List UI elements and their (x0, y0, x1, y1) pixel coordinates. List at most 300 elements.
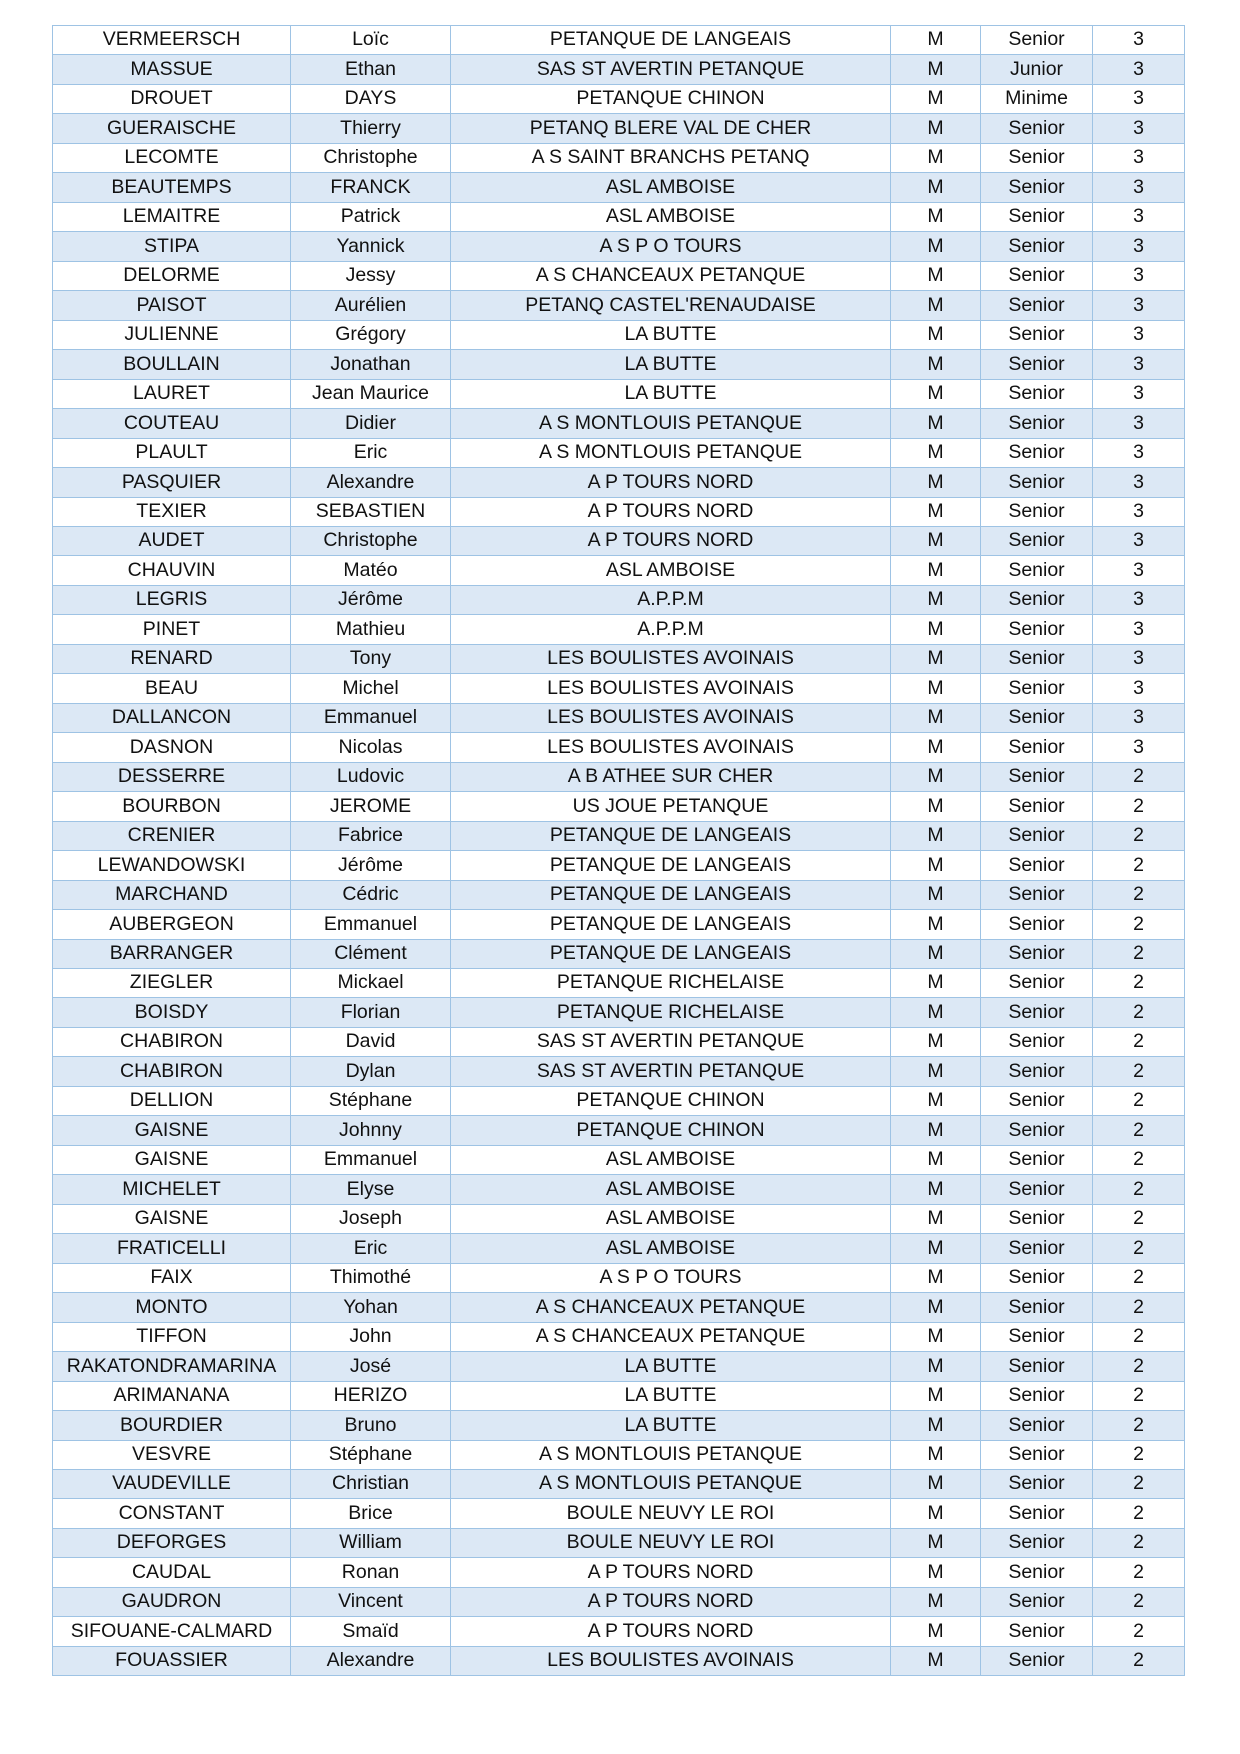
cell-first-name: David (291, 1027, 451, 1056)
cell-first-name: Yannick (291, 232, 451, 261)
cell-points: 3 (1093, 733, 1185, 762)
cell-club: PETANQ BLERE VAL DE CHER (451, 114, 891, 143)
cell-club: PETANQ CASTEL'RENAUDAISE (451, 291, 891, 320)
cell-last-name: GAUDRON (53, 1587, 291, 1616)
cell-category: Senior (981, 1145, 1093, 1174)
cell-club: ASL AMBOISE (451, 202, 891, 231)
cell-category: Senior (981, 1086, 1093, 1115)
cell-sex: M (891, 114, 981, 143)
cell-points: 3 (1093, 556, 1185, 585)
cell-last-name: BEAU (53, 674, 291, 703)
cell-sex: M (891, 880, 981, 909)
cell-points: 3 (1093, 644, 1185, 673)
cell-category: Senior (981, 1293, 1093, 1322)
cell-last-name: MARCHAND (53, 880, 291, 909)
cell-first-name: Aurélien (291, 291, 451, 320)
cell-last-name: MASSUE (53, 55, 291, 84)
cell-club: PETANQUE CHINON (451, 84, 891, 113)
cell-last-name: MONTO (53, 1293, 291, 1322)
cell-last-name: CAUDAL (53, 1558, 291, 1587)
cell-first-name: Mickael (291, 969, 451, 998)
table-row (53, 1381, 1185, 1410)
cell-first-name: John (291, 1322, 451, 1351)
table-row (53, 232, 1185, 261)
cell-first-name: Jérôme (291, 851, 451, 880)
table-row (53, 438, 1185, 467)
cell-points: 2 (1093, 1646, 1185, 1675)
table-row (53, 1322, 1185, 1351)
cell-club: PETANQUE CHINON (451, 1086, 891, 1115)
cell-club: PETANQUE DE LANGEAIS (451, 880, 891, 909)
cell-last-name: VESVRE (53, 1440, 291, 1469)
player-ranking-table (52, 25, 1185, 1676)
table-row (53, 379, 1185, 408)
cell-club: A P TOURS NORD (451, 497, 891, 526)
cell-category: Senior (981, 232, 1093, 261)
cell-club: PETANQUE DE LANGEAIS (451, 939, 891, 968)
cell-points: 3 (1093, 674, 1185, 703)
table-row (53, 409, 1185, 438)
cell-last-name: AUBERGEON (53, 910, 291, 939)
cell-category: Senior (981, 1116, 1093, 1145)
cell-first-name: Smaïd (291, 1617, 451, 1646)
cell-club: ASL AMBOISE (451, 1234, 891, 1263)
cell-sex: M (891, 762, 981, 791)
cell-first-name: Brice (291, 1499, 451, 1528)
cell-last-name: BOURDIER (53, 1411, 291, 1440)
cell-category: Senior (981, 939, 1093, 968)
cell-points: 3 (1093, 84, 1185, 113)
cell-sex: M (891, 1263, 981, 1292)
cell-points: 2 (1093, 1528, 1185, 1557)
cell-sex: M (891, 1086, 981, 1115)
table-row (53, 644, 1185, 673)
cell-last-name: GAISNE (53, 1145, 291, 1174)
cell-category: Senior (981, 409, 1093, 438)
table-body (53, 26, 1185, 1676)
table-row (53, 821, 1185, 850)
table-row (53, 468, 1185, 497)
cell-sex: M (891, 1381, 981, 1410)
cell-club: A S CHANCEAUX PETANQUE (451, 1293, 891, 1322)
cell-points: 2 (1093, 1381, 1185, 1410)
cell-points: 2 (1093, 1145, 1185, 1174)
cell-last-name: STIPA (53, 232, 291, 261)
cell-last-name: CRENIER (53, 821, 291, 850)
cell-club: LES BOULISTES AVOINAIS (451, 733, 891, 762)
cell-points: 3 (1093, 26, 1185, 55)
cell-first-name: Yohan (291, 1293, 451, 1322)
cell-points: 2 (1093, 1499, 1185, 1528)
cell-club: A.P.P.M (451, 585, 891, 614)
cell-points: 3 (1093, 143, 1185, 172)
cell-category: Senior (981, 674, 1093, 703)
cell-sex: M (891, 1528, 981, 1557)
cell-points: 3 (1093, 202, 1185, 231)
cell-last-name: LECOMTE (53, 143, 291, 172)
cell-first-name: Tony (291, 644, 451, 673)
cell-sex: M (891, 350, 981, 379)
cell-first-name: Eric (291, 438, 451, 467)
cell-points: 3 (1093, 261, 1185, 290)
cell-category: Senior (981, 556, 1093, 585)
cell-points: 3 (1093, 291, 1185, 320)
cell-category: Senior (981, 320, 1093, 349)
cell-category: Senior (981, 497, 1093, 526)
cell-first-name: Fabrice (291, 821, 451, 850)
cell-sex: M (891, 173, 981, 202)
cell-points: 2 (1093, 1027, 1185, 1056)
cell-last-name: VAUDEVILLE (53, 1469, 291, 1498)
cell-points: 2 (1093, 1263, 1185, 1292)
cell-sex: M (891, 1234, 981, 1263)
cell-category: Senior (981, 792, 1093, 821)
cell-points: 2 (1093, 1086, 1185, 1115)
cell-sex: M (891, 1145, 981, 1174)
cell-club: PETANQUE RICHELAISE (451, 969, 891, 998)
table-row (53, 969, 1185, 998)
cell-points: 3 (1093, 585, 1185, 614)
cell-first-name: Nicolas (291, 733, 451, 762)
cell-category: Senior (981, 969, 1093, 998)
cell-last-name: PINET (53, 615, 291, 644)
cell-category: Senior (981, 526, 1093, 555)
cell-last-name: FRATICELLI (53, 1234, 291, 1263)
cell-points: 2 (1093, 1175, 1185, 1204)
cell-first-name: Johnny (291, 1116, 451, 1145)
cell-points: 2 (1093, 1440, 1185, 1469)
cell-category: Senior (981, 1587, 1093, 1616)
cell-category: Senior (981, 1469, 1093, 1498)
cell-club: A S SAINT BRANCHS PETANQ (451, 143, 891, 172)
cell-first-name: Vincent (291, 1587, 451, 1616)
cell-points: 2 (1093, 851, 1185, 880)
cell-category: Senior (981, 1381, 1093, 1410)
cell-first-name: Jean Maurice (291, 379, 451, 408)
cell-sex: M (891, 84, 981, 113)
cell-club: A P TOURS NORD (451, 1587, 891, 1616)
cell-sex: M (891, 1558, 981, 1587)
cell-club: LES BOULISTES AVOINAIS (451, 644, 891, 673)
cell-category: Senior (981, 114, 1093, 143)
cell-first-name: Matéo (291, 556, 451, 585)
cell-sex: M (891, 409, 981, 438)
cell-category: Senior (981, 851, 1093, 880)
table-row (53, 762, 1185, 791)
cell-last-name: ZIEGLER (53, 969, 291, 998)
table-row (53, 851, 1185, 880)
cell-category: Senior (981, 468, 1093, 497)
table-row (53, 143, 1185, 172)
cell-sex: M (891, 969, 981, 998)
cell-sex: M (891, 615, 981, 644)
cell-last-name: PAISOT (53, 291, 291, 320)
cell-category: Senior (981, 703, 1093, 732)
cell-last-name: COUTEAU (53, 409, 291, 438)
cell-sex: M (891, 497, 981, 526)
cell-points: 3 (1093, 409, 1185, 438)
cell-first-name: Alexandre (291, 468, 451, 497)
cell-last-name: DESSERRE (53, 762, 291, 791)
cell-first-name: Emmanuel (291, 1145, 451, 1174)
cell-first-name: Emmanuel (291, 910, 451, 939)
table-row (53, 998, 1185, 1027)
table-row (53, 1116, 1185, 1145)
cell-club: LA BUTTE (451, 350, 891, 379)
cell-sex: M (891, 468, 981, 497)
cell-club: SAS ST AVERTIN PETANQUE (451, 1057, 891, 1086)
cell-club: ASL AMBOISE (451, 1204, 891, 1233)
cell-first-name: Christian (291, 1469, 451, 1498)
cell-category: Senior (981, 1204, 1093, 1233)
cell-sex: M (891, 1293, 981, 1322)
cell-category: Senior (981, 261, 1093, 290)
table-row (53, 1293, 1185, 1322)
cell-category: Senior (981, 644, 1093, 673)
cell-sex: M (891, 792, 981, 821)
table-row (53, 291, 1185, 320)
cell-first-name: Jérôme (291, 585, 451, 614)
cell-category: Senior (981, 1440, 1093, 1469)
cell-first-name: Grégory (291, 320, 451, 349)
cell-points: 2 (1093, 1204, 1185, 1233)
cell-category: Senior (981, 173, 1093, 202)
cell-sex: M (891, 644, 981, 673)
cell-first-name: JEROME (291, 792, 451, 821)
cell-first-name: Didier (291, 409, 451, 438)
table-row (53, 1499, 1185, 1528)
cell-category: Senior (981, 1352, 1093, 1381)
cell-sex: M (891, 1057, 981, 1086)
cell-points: 2 (1093, 1352, 1185, 1381)
cell-last-name: RENARD (53, 644, 291, 673)
cell-club: A S CHANCEAUX PETANQUE (451, 261, 891, 290)
cell-first-name: Emmanuel (291, 703, 451, 732)
table-row (53, 526, 1185, 555)
cell-sex: M (891, 585, 981, 614)
cell-category: Senior (981, 615, 1093, 644)
cell-first-name: Bruno (291, 1411, 451, 1440)
cell-points: 2 (1093, 1469, 1185, 1498)
cell-club: ASL AMBOISE (451, 556, 891, 585)
cell-points: 3 (1093, 114, 1185, 143)
cell-club: ASL AMBOISE (451, 1175, 891, 1204)
cell-club: LA BUTTE (451, 1352, 891, 1381)
cell-category: Senior (981, 379, 1093, 408)
cell-first-name: SEBASTIEN (291, 497, 451, 526)
cell-first-name: Loïc (291, 26, 451, 55)
cell-points: 3 (1093, 379, 1185, 408)
cell-first-name: Michel (291, 674, 451, 703)
cell-sex: M (891, 438, 981, 467)
table-row (53, 1204, 1185, 1233)
cell-sex: M (891, 733, 981, 762)
cell-points: 3 (1093, 703, 1185, 732)
cell-first-name: Patrick (291, 202, 451, 231)
cell-sex: M (891, 1352, 981, 1381)
cell-club: BOULE NEUVY LE ROI (451, 1499, 891, 1528)
cell-club: LES BOULISTES AVOINAIS (451, 703, 891, 732)
table-row (53, 1057, 1185, 1086)
cell-sex: M (891, 526, 981, 555)
cell-last-name: BARRANGER (53, 939, 291, 968)
cell-points: 3 (1093, 497, 1185, 526)
cell-category: Senior (981, 1558, 1093, 1587)
cell-last-name: CONSTANT (53, 1499, 291, 1528)
cell-sex: M (891, 1499, 981, 1528)
cell-club: PETANQUE DE LANGEAIS (451, 821, 891, 850)
cell-first-name: FRANCK (291, 173, 451, 202)
cell-points: 2 (1093, 1587, 1185, 1616)
cell-first-name: Christophe (291, 143, 451, 172)
cell-sex: M (891, 821, 981, 850)
cell-last-name: VERMEERSCH (53, 26, 291, 55)
cell-club: SAS ST AVERTIN PETANQUE (451, 55, 891, 84)
cell-club: A P TOURS NORD (451, 526, 891, 555)
cell-first-name: Florian (291, 998, 451, 1027)
table-row (53, 1469, 1185, 1498)
cell-category: Senior (981, 1528, 1093, 1557)
cell-points: 2 (1093, 1293, 1185, 1322)
cell-last-name: BEAUTEMPS (53, 173, 291, 202)
cell-points: 3 (1093, 320, 1185, 349)
cell-category: Senior (981, 438, 1093, 467)
cell-last-name: PASQUIER (53, 468, 291, 497)
cell-last-name: DELLION (53, 1086, 291, 1115)
cell-last-name: LEGRIS (53, 585, 291, 614)
cell-sex: M (891, 1175, 981, 1204)
table-row (53, 910, 1185, 939)
cell-first-name: José (291, 1352, 451, 1381)
cell-sex: M (891, 1440, 981, 1469)
table-row (53, 733, 1185, 762)
cell-last-name: BOISDY (53, 998, 291, 1027)
table-row (53, 1027, 1185, 1056)
cell-club: LES BOULISTES AVOINAIS (451, 1646, 891, 1675)
cell-last-name: DALLANCON (53, 703, 291, 732)
table-row (53, 1558, 1185, 1587)
cell-category: Senior (981, 1234, 1093, 1263)
cell-club: A.P.P.M (451, 615, 891, 644)
table-row (53, 497, 1185, 526)
cell-points: 2 (1093, 821, 1185, 850)
cell-last-name: SIFOUANE-CALMARD (53, 1617, 291, 1646)
table-row (53, 55, 1185, 84)
table-row (53, 1646, 1185, 1675)
cell-last-name: TEXIER (53, 497, 291, 526)
cell-last-name: AUDET (53, 526, 291, 555)
cell-points: 2 (1093, 792, 1185, 821)
cell-last-name: BOURBON (53, 792, 291, 821)
cell-first-name: Clément (291, 939, 451, 968)
cell-last-name: CHAUVIN (53, 556, 291, 585)
table-row (53, 1263, 1185, 1292)
table-row (53, 1234, 1185, 1263)
cell-sex: M (891, 674, 981, 703)
cell-first-name: Cédric (291, 880, 451, 909)
cell-points: 2 (1093, 1411, 1185, 1440)
cell-category: Senior (981, 1411, 1093, 1440)
cell-sex: M (891, 291, 981, 320)
cell-club: PETANQUE DE LANGEAIS (451, 910, 891, 939)
cell-sex: M (891, 939, 981, 968)
cell-last-name: GAISNE (53, 1116, 291, 1145)
cell-points: 2 (1093, 998, 1185, 1027)
cell-category: Senior (981, 26, 1093, 55)
cell-last-name: LEMAITRE (53, 202, 291, 231)
cell-last-name: DEFORGES (53, 1528, 291, 1557)
cell-club: A S MONTLOUIS PETANQUE (451, 1469, 891, 1498)
cell-points: 2 (1093, 1617, 1185, 1646)
cell-points: 2 (1093, 1322, 1185, 1351)
cell-club: A S P O TOURS (451, 232, 891, 261)
cell-club: A S MONTLOUIS PETANQUE (451, 1440, 891, 1469)
cell-points: 3 (1093, 173, 1185, 202)
cell-last-name: ARIMANANA (53, 1381, 291, 1410)
cell-sex: M (891, 1411, 981, 1440)
cell-club: LA BUTTE (451, 1381, 891, 1410)
cell-sex: M (891, 232, 981, 261)
table-row (53, 939, 1185, 968)
cell-club: LES BOULISTES AVOINAIS (451, 674, 891, 703)
cell-last-name: CHABIRON (53, 1027, 291, 1056)
cell-sex: M (891, 1027, 981, 1056)
cell-category: Senior (981, 585, 1093, 614)
cell-first-name: Mathieu (291, 615, 451, 644)
table-row (53, 1411, 1185, 1440)
cell-points: 2 (1093, 762, 1185, 791)
table-row (53, 1145, 1185, 1174)
cell-points: 3 (1093, 55, 1185, 84)
cell-points: 3 (1093, 232, 1185, 261)
table-row (53, 703, 1185, 732)
cell-sex: M (891, 320, 981, 349)
cell-club: A S P O TOURS (451, 1263, 891, 1292)
cell-first-name: Stéphane (291, 1086, 451, 1115)
cell-sex: M (891, 1322, 981, 1351)
cell-points: 2 (1093, 880, 1185, 909)
cell-category: Senior (981, 1499, 1093, 1528)
cell-points: 2 (1093, 969, 1185, 998)
cell-club: A S MONTLOUIS PETANQUE (451, 438, 891, 467)
cell-club: A P TOURS NORD (451, 1558, 891, 1587)
cell-first-name: Christophe (291, 526, 451, 555)
cell-points: 3 (1093, 438, 1185, 467)
cell-last-name: TIFFON (53, 1322, 291, 1351)
cell-sex: M (891, 1587, 981, 1616)
cell-points: 2 (1093, 1057, 1185, 1086)
table-row (53, 173, 1185, 202)
table-row (53, 1175, 1185, 1204)
cell-category: Senior (981, 1646, 1093, 1675)
cell-last-name: MICHELET (53, 1175, 291, 1204)
cell-club: PETANQUE DE LANGEAIS (451, 851, 891, 880)
cell-last-name: FAIX (53, 1263, 291, 1292)
table-row (53, 84, 1185, 113)
cell-points: 2 (1093, 1116, 1185, 1145)
cell-sex: M (891, 202, 981, 231)
table-row (53, 556, 1185, 585)
cell-first-name: Ethan (291, 55, 451, 84)
cell-last-name: LEWANDOWSKI (53, 851, 291, 880)
cell-category: Senior (981, 291, 1093, 320)
table-row (53, 674, 1185, 703)
cell-first-name: Thierry (291, 114, 451, 143)
cell-sex: M (891, 26, 981, 55)
cell-points: 2 (1093, 910, 1185, 939)
cell-category: Senior (981, 910, 1093, 939)
cell-club: PETANQUE CHINON (451, 1116, 891, 1145)
